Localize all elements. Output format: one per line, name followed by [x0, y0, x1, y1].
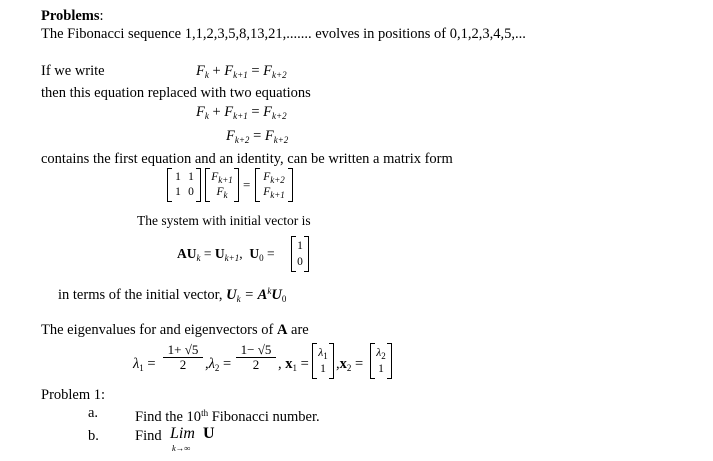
fraction-lambda2: $\frac{1- √5}{2}$: [236, 343, 276, 372]
eigen-intro-text: The eigenvalues for and eigenvectors of A are: [41, 322, 309, 338]
x2-label: $,x_2$ =: [336, 356, 364, 373]
vector-fk1: $F_{k+2}$ $F_{k+1}$: [255, 168, 293, 202]
system-initial-text: The system with initial vector is: [137, 213, 311, 228]
equals-sign: =: [243, 177, 251, 192]
vector-fk: $F_{k+1}$ $F_k$: [205, 168, 239, 202]
limit-operator: Lim: [170, 425, 195, 442]
lambda1-label: $\lambda_1$ =: [133, 356, 156, 373]
fraction-lambda1: $\frac{1+ √5}{2}$: [163, 343, 203, 372]
then-replaced-text: then this equation replaced with two equations: [41, 85, 311, 101]
item-b-label: b.: [88, 428, 99, 444]
item-b-text: Find: [135, 428, 162, 444]
item-a-text: Find the 10th Fibonacci number.: [135, 408, 320, 425]
vector-u0: 1 0: [291, 236, 309, 272]
limit-vector-u: U: [203, 425, 215, 442]
in-terms-text: in terms of the initial vector, $U_k = A^kU_0$: [58, 286, 287, 304]
problem1-heading: Problem 1:: [41, 387, 106, 403]
if-we-write-label: If we write: [41, 63, 105, 79]
heading: Problems:: [41, 8, 104, 24]
equation-recurrence: $F_k + F_{k+1} = F_{k+2}$: [196, 63, 287, 80]
intro-text: The Fibonacci sequence 1,1,2,3,5,8,13,21,....... evolves in positions of 0,1,2,3,4,5,...: [41, 26, 526, 42]
item-a-label: a.: [88, 405, 99, 421]
x1-label: , $x_1$ =: [278, 356, 309, 373]
equation-au: $AU_k = U_{k+1}$, $U_0$ =: [177, 246, 275, 263]
matrix-a: 1 1 1 0: [167, 168, 201, 202]
vector-x1: $\lambda_1$ 1: [312, 343, 334, 379]
vector-x2: $\lambda_2$ 1: [370, 343, 392, 379]
equation-recurrence-2: $F_k + F_{k+1} = F_{k+2}$: [196, 104, 287, 121]
lambda2-label: $,\lambda_2$ =: [205, 356, 232, 373]
contains-text: contains the first equation and an identity, can be written a matrix form: [41, 151, 453, 167]
equation-identity: $F_{k+2} = F_{k+2}$: [226, 128, 289, 145]
limit-subscript: k→∞: [172, 443, 191, 453]
